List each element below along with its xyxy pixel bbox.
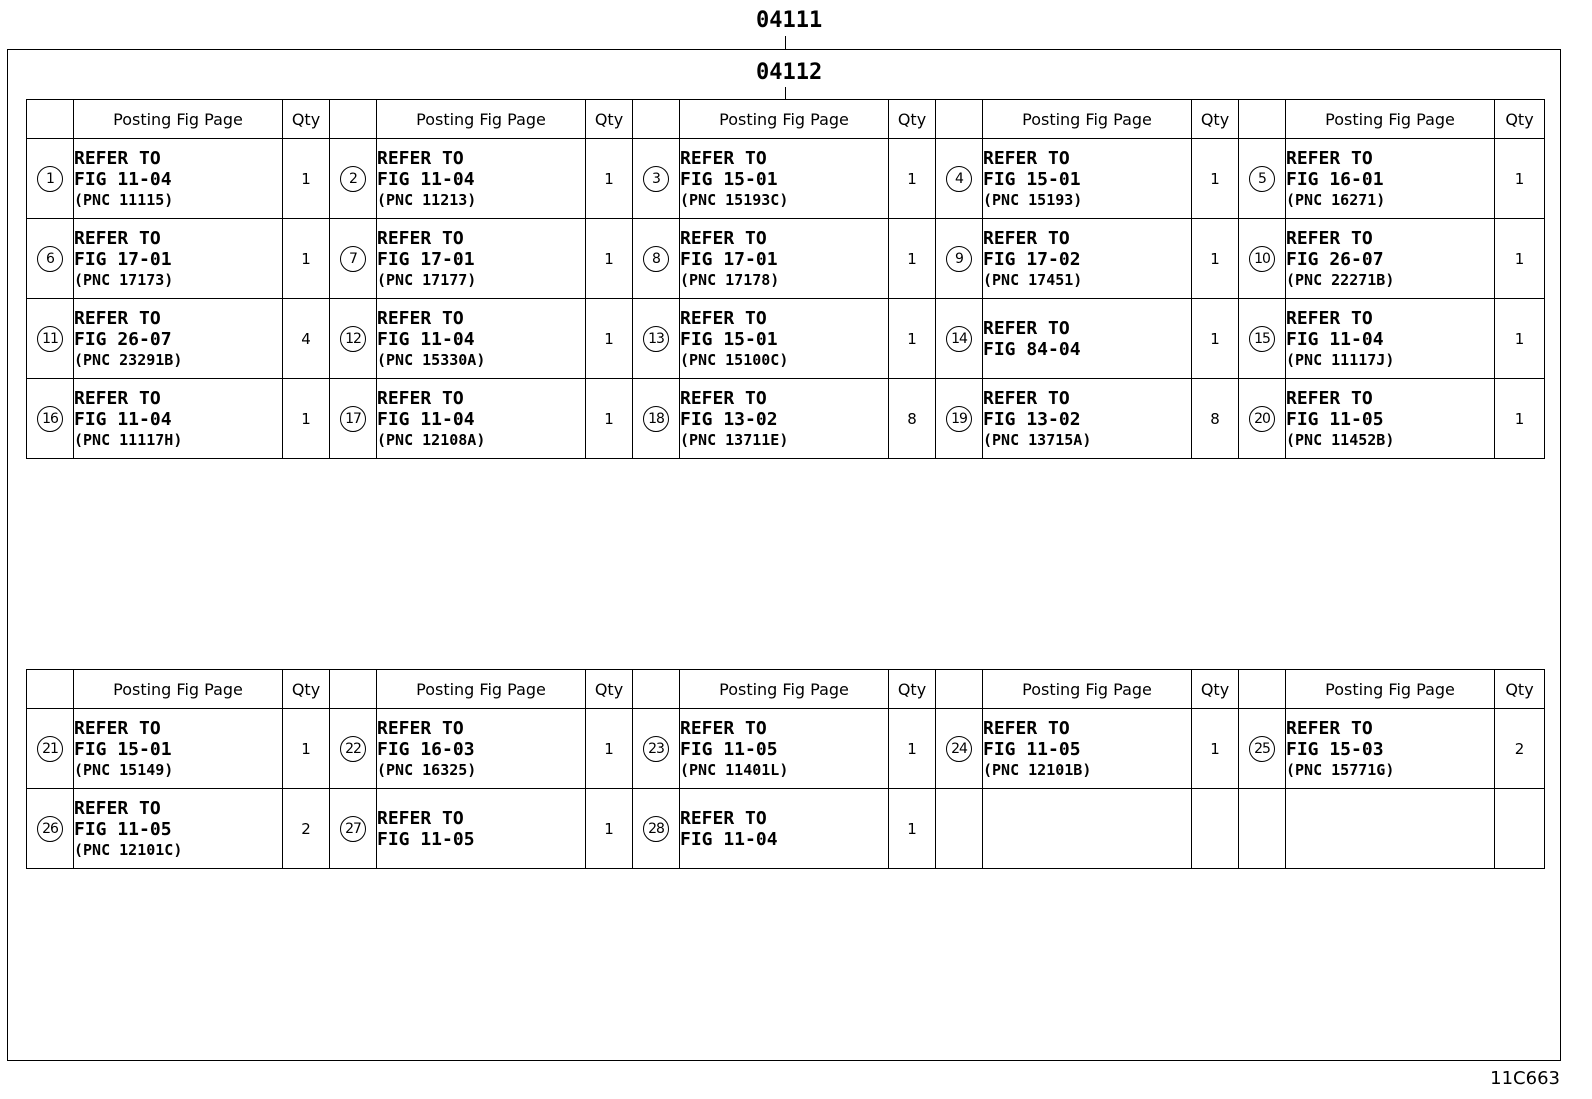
- refer-to-text: REFER TO: [377, 807, 464, 829]
- posting-reference-cell: [680, 299, 889, 379]
- refer-to-text: REFER TO: [680, 717, 767, 739]
- quantity-cell: [1192, 709, 1239, 789]
- quantity-value: 1: [301, 249, 311, 268]
- item-number-cell: [1239, 709, 1286, 789]
- item-number-cell: [633, 299, 680, 379]
- item-number-callout: 1: [37, 166, 63, 192]
- refer-to-text: REFER TO: [983, 387, 1070, 409]
- fig-reference-text: FIG 11-04: [1286, 328, 1384, 350]
- item-number-callout: 28: [643, 816, 669, 842]
- item-number-callout: 20: [1249, 406, 1275, 432]
- refer-to-text: REFER TO: [680, 807, 767, 829]
- posting-reference-cell: [74, 789, 283, 869]
- refer-to-text: REFER TO: [74, 307, 161, 329]
- item-number-cell: [27, 139, 74, 219]
- posting-reference-cell: [377, 789, 586, 869]
- refer-to-text: REFER TO: [680, 147, 767, 169]
- illustration-code: 11C663: [1490, 1068, 1560, 1089]
- posting-reference-cell: [377, 139, 586, 219]
- posting-reference-cell: [680, 219, 889, 299]
- refer-to-text: REFER TO: [983, 147, 1070, 169]
- posting-reference-cell: [1286, 139, 1495, 219]
- quantity-cell: [1495, 789, 1545, 869]
- quantity-cell: [889, 789, 936, 869]
- header-qty: Qty: [1495, 100, 1545, 139]
- item-number-cell: [27, 789, 74, 869]
- item-number-cell: [936, 709, 983, 789]
- header-qty: Qty: [1192, 100, 1239, 139]
- item-number-callout: 6: [37, 246, 63, 272]
- quantity-value: 1: [1210, 739, 1220, 758]
- table-row: [27, 299, 1545, 379]
- item-number-cell: [633, 219, 680, 299]
- quantity-value: 1: [301, 169, 311, 188]
- item-number-callout: 9: [946, 246, 972, 272]
- table-row: [27, 379, 1545, 459]
- pnc-reference-text: (PNC 11117H): [74, 430, 183, 449]
- quantity-value: 1: [907, 329, 917, 348]
- posting-reference-cell: [74, 379, 283, 459]
- fig-reference-text: FIG 16-01: [1286, 168, 1384, 190]
- header-posting-fig-page: Posting Fig Page: [74, 670, 283, 709]
- quantity-value: 1: [907, 739, 917, 758]
- table-row: [27, 709, 1545, 789]
- header-posting-fig-page: Posting Fig Page: [74, 100, 283, 139]
- quantity-cell: [889, 139, 936, 219]
- quantity-value: 1: [1514, 249, 1525, 268]
- quantity-cell: [1192, 219, 1239, 299]
- quantity-cell: [283, 379, 330, 459]
- reference-table-2: [26, 669, 1545, 869]
- item-number-cell: [633, 139, 680, 219]
- fig-reference-text: FIG 11-04: [377, 328, 475, 350]
- sub-assembly-code-label: 04112: [756, 60, 823, 85]
- posting-reference-cell: [74, 299, 283, 379]
- pnc-reference-text: (PNC 12101C): [74, 840, 183, 859]
- fig-reference-text: FIG 11-05: [1286, 408, 1384, 430]
- quantity-value: 1: [604, 409, 614, 428]
- header-number-cell: [330, 100, 377, 139]
- quantity-cell: [586, 299, 633, 379]
- fig-reference-text: FIG 15-01: [983, 168, 1081, 190]
- item-number-callout: 21: [37, 736, 63, 762]
- pnc-reference-text: (PNC 11401L): [680, 760, 789, 779]
- fig-reference-text: FIG 11-04: [377, 168, 475, 190]
- posting-reference-cell: [680, 789, 889, 869]
- quantity-value: 4: [301, 329, 311, 348]
- table-header-row: [27, 100, 1545, 139]
- refer-to-text: REFER TO: [680, 307, 767, 329]
- item-number-callout: 22: [340, 736, 366, 762]
- refer-to-text: REFER TO: [377, 307, 464, 329]
- posting-reference-cell: [1286, 299, 1495, 379]
- pnc-reference-text: (PNC 17177): [377, 270, 477, 289]
- item-number-callout: 14: [946, 326, 972, 352]
- refer-to-text: REFER TO: [377, 717, 464, 739]
- item-number-cell: [936, 219, 983, 299]
- header-number-cell: [633, 670, 680, 709]
- table-row: [27, 139, 1545, 219]
- item-number-callout: 11: [37, 326, 63, 352]
- pnc-reference-text: (PNC 17178): [680, 270, 780, 289]
- pnc-reference-text: (PNC 15193C): [680, 190, 789, 209]
- item-number-cell: [27, 219, 74, 299]
- quantity-value: 1: [1514, 169, 1525, 188]
- item-number-callout: 8: [643, 246, 669, 272]
- quantity-cell: [1192, 139, 1239, 219]
- item-number-callout: 17: [340, 406, 366, 432]
- header-posting-fig-page: Posting Fig Page: [1286, 100, 1495, 139]
- fig-reference-text: FIG 11-05: [74, 818, 172, 840]
- fig-reference-text: FIG 17-01: [74, 248, 172, 270]
- pnc-reference-text: (PNC 15193): [983, 190, 1083, 209]
- quantity-cell: [1192, 789, 1239, 869]
- item-number-cell: [330, 219, 377, 299]
- quantity-value: 1: [604, 329, 614, 348]
- refer-to-text: REFER TO: [377, 227, 464, 249]
- header-qty: Qty: [586, 100, 633, 139]
- header-qty: Qty: [283, 670, 330, 709]
- posting-reference-cell: [1286, 219, 1495, 299]
- refer-to-text: REFER TO: [1286, 717, 1373, 739]
- item-number-cell: [936, 379, 983, 459]
- table-row: [27, 789, 1545, 869]
- posting-reference-cell: [1286, 379, 1495, 459]
- item-number-callout: 5: [1249, 166, 1275, 192]
- quantity-cell: [889, 299, 936, 379]
- item-number-cell: [936, 789, 983, 869]
- fig-reference-text: FIG 15-03: [1286, 738, 1384, 760]
- posting-reference-cell: [680, 139, 889, 219]
- refer-to-text: REFER TO: [983, 317, 1070, 339]
- pnc-reference-text: (PNC 16325): [377, 760, 477, 779]
- header-qty: Qty: [889, 100, 936, 139]
- quantity-value: 8: [1210, 409, 1220, 428]
- posting-reference-cell: [1286, 709, 1495, 789]
- item-number-cell: [1239, 219, 1286, 299]
- quantity-cell: [889, 709, 936, 789]
- item-number-cell: [633, 709, 680, 789]
- quantity-cell: [1495, 139, 1545, 219]
- quantity-cell: [1192, 299, 1239, 379]
- fig-reference-text: FIG 26-07: [1286, 248, 1384, 270]
- refer-to-text: REFER TO: [680, 387, 767, 409]
- table-header-row: [27, 670, 1545, 709]
- quantity-value: 1: [604, 739, 614, 758]
- item-number-cell: [330, 299, 377, 379]
- quantity-cell: [1192, 379, 1239, 459]
- fig-reference-text: FIG 11-04: [680, 828, 778, 850]
- refer-to-text: REFER TO: [74, 227, 161, 249]
- quantity-cell: [586, 379, 633, 459]
- item-number-callout: 18: [643, 406, 669, 432]
- posting-reference-cell: [983, 299, 1192, 379]
- posting-reference-cell: [74, 139, 283, 219]
- quantity-cell: [586, 139, 633, 219]
- item-number-callout: 19: [946, 406, 972, 432]
- quantity-cell: [586, 789, 633, 869]
- fig-reference-text: FIG 11-04: [74, 408, 172, 430]
- item-number-callout: 25: [1249, 736, 1275, 762]
- item-number-callout: 26: [37, 816, 63, 842]
- header-qty: Qty: [283, 100, 330, 139]
- item-number-callout: 7: [340, 246, 366, 272]
- item-number-callout: 15: [1249, 326, 1275, 352]
- fig-reference-text: FIG 11-05: [983, 738, 1081, 760]
- pnc-reference-text: (PNC 11452B): [1286, 430, 1395, 449]
- quantity-value: 1: [301, 409, 311, 428]
- quantity-cell: [889, 219, 936, 299]
- refer-to-text: REFER TO: [983, 227, 1070, 249]
- item-number-cell: [1239, 379, 1286, 459]
- assembly-code-label: 04111: [756, 8, 823, 33]
- pnc-reference-text: (PNC 11213): [377, 190, 477, 209]
- quantity-value: 2: [1514, 739, 1525, 758]
- quantity-value: 2: [301, 819, 311, 838]
- item-number-callout: 23: [643, 736, 669, 762]
- item-number-cell: [27, 379, 74, 459]
- quantity-cell: [283, 219, 330, 299]
- posting-reference-cell: [983, 139, 1192, 219]
- item-number-callout: 24: [946, 736, 972, 762]
- fig-reference-text: FIG 26-07: [74, 328, 172, 350]
- quantity-value: 1: [907, 249, 917, 268]
- quantity-value: 1: [1210, 329, 1220, 348]
- header-number-cell: [1239, 100, 1286, 139]
- fig-reference-text: FIG 11-05: [680, 738, 778, 760]
- pnc-reference-text: (PNC 13711E): [680, 430, 789, 449]
- refer-to-text: REFER TO: [377, 387, 464, 409]
- item-number-cell: [27, 709, 74, 789]
- item-number-cell: [330, 789, 377, 869]
- posting-reference-cell: [680, 709, 889, 789]
- fig-reference-text: FIG 16-03: [377, 738, 475, 760]
- header-number-cell: [27, 670, 74, 709]
- header-number-cell: [936, 670, 983, 709]
- fig-reference-text: FIG 13-02: [983, 408, 1081, 430]
- refer-to-text: REFER TO: [680, 227, 767, 249]
- quantity-value: 1: [1210, 249, 1220, 268]
- fig-reference-text: FIG 17-02: [983, 248, 1081, 270]
- item-number-callout: 2: [340, 166, 366, 192]
- fig-reference-text: FIG 15-01: [680, 328, 778, 350]
- pnc-reference-text: (PNC 15330A): [377, 350, 486, 369]
- reference-table-1: [26, 99, 1545, 459]
- posting-reference-cell: [680, 379, 889, 459]
- item-number-cell: [633, 789, 680, 869]
- pnc-reference-text: (PNC 17173): [74, 270, 174, 289]
- posting-reference-cell: [74, 709, 283, 789]
- pnc-reference-text: (PNC 13715A): [983, 430, 1092, 449]
- refer-to-text: REFER TO: [74, 387, 161, 409]
- header-posting-fig-page: Posting Fig Page: [680, 670, 889, 709]
- fig-reference-text: FIG 84-04: [983, 338, 1081, 360]
- posting-reference-cell: [983, 219, 1192, 299]
- quantity-value: 1: [1514, 329, 1525, 348]
- item-number-callout: 3: [643, 166, 669, 192]
- quantity-value: 1: [604, 249, 614, 268]
- item-number-cell: [1239, 789, 1286, 869]
- item-number-cell: [330, 709, 377, 789]
- quantity-cell: [1495, 709, 1545, 789]
- quantity-cell: [1495, 219, 1545, 299]
- item-number-callout: 10: [1249, 246, 1275, 272]
- quantity-cell: [283, 709, 330, 789]
- quantity-value: 1: [301, 739, 311, 758]
- quantity-cell: [1495, 379, 1545, 459]
- posting-reference-cell: [377, 219, 586, 299]
- quantity-cell: [1495, 299, 1545, 379]
- quantity-value: 1: [604, 819, 614, 838]
- quantity-cell: [283, 299, 330, 379]
- item-number-cell: [936, 139, 983, 219]
- item-number-callout: 16: [37, 406, 63, 432]
- posting-reference-cell: [983, 709, 1192, 789]
- header-number-cell: [936, 100, 983, 139]
- refer-to-text: REFER TO: [1286, 147, 1373, 169]
- fig-reference-text: FIG 11-04: [74, 168, 172, 190]
- fig-reference-text: FIG 15-01: [680, 168, 778, 190]
- header-number-cell: [330, 670, 377, 709]
- item-number-cell: [1239, 139, 1286, 219]
- quantity-cell: [283, 139, 330, 219]
- refer-to-text: REFER TO: [1286, 387, 1373, 409]
- posting-reference-cell: [1286, 789, 1495, 869]
- posting-reference-cell: [377, 709, 586, 789]
- posting-reference-cell: [377, 299, 586, 379]
- assembly-code-leader: [785, 36, 786, 49]
- refer-to-text: REFER TO: [74, 717, 161, 739]
- item-number-cell: [936, 299, 983, 379]
- pnc-reference-text: (PNC 17451): [983, 270, 1083, 289]
- quantity-value: 1: [1514, 409, 1525, 428]
- refer-to-text: REFER TO: [74, 147, 161, 169]
- fig-reference-text: FIG 11-05: [377, 828, 475, 850]
- header-posting-fig-page: Posting Fig Page: [680, 100, 889, 139]
- quantity-value: 1: [907, 169, 917, 188]
- header-posting-fig-page: Posting Fig Page: [983, 100, 1192, 139]
- quantity-value: 1: [604, 169, 614, 188]
- fig-reference-text: FIG 13-02: [680, 408, 778, 430]
- header-qty: Qty: [1192, 670, 1239, 709]
- pnc-reference-text: (PNC 15100C): [680, 350, 789, 369]
- fig-reference-text: FIG 11-04: [377, 408, 475, 430]
- table-row: [27, 219, 1545, 299]
- quantity-cell: [889, 379, 936, 459]
- posting-reference-cell: [377, 379, 586, 459]
- header-number-cell: [27, 100, 74, 139]
- header-posting-fig-page: Posting Fig Page: [377, 100, 586, 139]
- pnc-reference-text: (PNC 11115): [74, 190, 174, 209]
- pnc-reference-text: (PNC 12108A): [377, 430, 486, 449]
- pnc-reference-text: (PNC 23291B): [74, 350, 183, 369]
- header-posting-fig-page: Posting Fig Page: [1286, 670, 1495, 709]
- item-number-cell: [330, 139, 377, 219]
- pnc-reference-text: (PNC 12101B): [983, 760, 1092, 779]
- pnc-reference-text: (PNC 16271): [1286, 190, 1386, 209]
- item-number-callout: 12: [340, 326, 366, 352]
- pnc-reference-text: (PNC 11117J): [1286, 350, 1395, 369]
- posting-reference-cell: [983, 379, 1192, 459]
- header-qty: Qty: [1495, 670, 1545, 709]
- header-number-cell: [1239, 670, 1286, 709]
- item-number-cell: [27, 299, 74, 379]
- refer-to-text: REFER TO: [983, 717, 1070, 739]
- refer-to-text: REFER TO: [1286, 307, 1373, 329]
- fig-reference-text: FIG 17-01: [377, 248, 475, 270]
- pnc-reference-text: (PNC 15771G): [1286, 760, 1395, 779]
- header-posting-fig-page: Posting Fig Page: [983, 670, 1192, 709]
- item-number-cell: [633, 379, 680, 459]
- fig-reference-text: FIG 15-01: [74, 738, 172, 760]
- posting-reference-cell: [74, 219, 283, 299]
- quantity-cell: [586, 709, 633, 789]
- quantity-value: 1: [1210, 169, 1220, 188]
- header-qty: Qty: [889, 670, 936, 709]
- quantity-cell: [586, 219, 633, 299]
- item-number-callout: 27: [340, 816, 366, 842]
- item-number-callout: 13: [643, 326, 669, 352]
- item-number-cell: [330, 379, 377, 459]
- quantity-value: 1: [907, 819, 917, 838]
- item-number-cell: [1239, 299, 1286, 379]
- item-number-callout: 4: [946, 166, 972, 192]
- header-number-cell: [633, 100, 680, 139]
- fig-reference-text: FIG 17-01: [680, 248, 778, 270]
- quantity-value: 8: [907, 409, 917, 428]
- posting-reference-cell: [983, 789, 1192, 869]
- header-qty: Qty: [586, 670, 633, 709]
- quantity-cell: [283, 789, 330, 869]
- header-posting-fig-page: Posting Fig Page: [377, 670, 586, 709]
- refer-to-text: REFER TO: [74, 797, 161, 819]
- sub-assembly-code-leader: [785, 87, 786, 99]
- pnc-reference-text: (PNC 15149): [74, 760, 174, 779]
- pnc-reference-text: (PNC 22271B): [1286, 270, 1395, 289]
- refer-to-text: REFER TO: [377, 147, 464, 169]
- refer-to-text: REFER TO: [1286, 227, 1373, 249]
